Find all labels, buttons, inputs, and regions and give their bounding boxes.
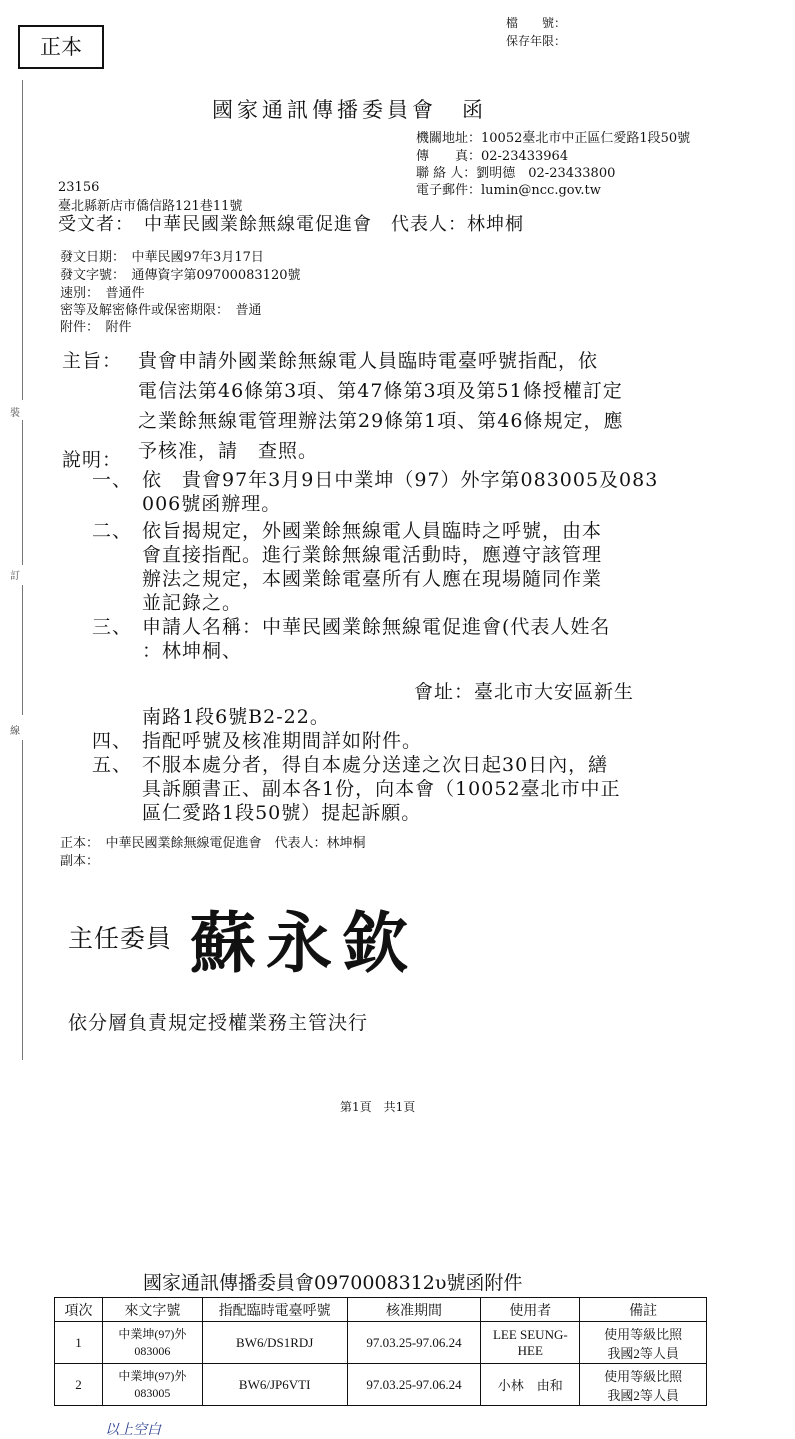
user-line: HEE [517,1342,543,1358]
attachment-note: 附件： 附件 [60,320,132,335]
reference-line: 中業坤(97)外 [118,1368,187,1383]
recipient-zip: 23156 [58,180,100,195]
document-number: 發文字號： 通傳資字第09700083120號 [60,268,301,283]
delegation-note: 依分層負責規定授權業務主管決行 [68,1012,369,1034]
attachment-table [54,1297,707,1406]
signatory-title: 主任委員 [68,924,173,953]
item-line: 指配呼號及核准期間詳如附件。 [142,730,423,752]
retention-label: 保存年限： [506,34,567,48]
column-header: 指配臨時電臺呼號 [202,1298,347,1322]
margin-mark-bind: 裝 [10,408,20,419]
item-line: 依 貴會97年3月9日中業坤（97）外字第083005及083 [142,469,659,491]
table-row [55,1322,707,1364]
note-line: 我國2等人員 [607,1345,679,1361]
binding-margin-line-top [22,80,23,400]
table-row [55,1364,707,1406]
delivery-speed: 速別： 普通件 [60,286,145,301]
item-line: 依旨揭規定，外國業餘無線電人員臨時之呼號，由本 [142,520,603,542]
user-line: 小林 由和 [497,1378,563,1393]
subject-line: 電信法第46條第3項、第47條第3項及第51條授權訂定 [138,380,623,402]
table-header-row [55,1298,707,1322]
note-cell [580,1364,707,1406]
column-header: 核准期間 [347,1298,481,1322]
binding-margin-line-bottom [22,740,23,1060]
file-number-label: 檔 號： [506,16,567,30]
agency-address: 機關地址：10052臺北市中正區仁愛路1段50號 [416,131,691,146]
note-cell [580,1322,707,1364]
page-indicator: 第1頁 共1頁 [340,1100,416,1114]
item-number: 三、 [92,616,133,638]
item-line: ：林坤桐、 [142,640,243,662]
item-line: 具訴願書正、副本各1份，向本會（10052臺北市中正 [142,778,621,800]
item-line: 006號函辦理。 [142,493,282,515]
agency-contact-person: 聯 絡 人：劉明德 02-23433800 [416,166,616,181]
item-number: 二、 [92,520,133,542]
distribution-copy: 副本： [60,854,100,869]
note-line: 使用等級比照 [604,1326,683,1342]
note-line: 使用等級比照 [604,1368,683,1384]
subject-line: 貴會申請外國業餘無線電人員臨時電臺呼號指配，依 [138,350,599,372]
reference-line: 083006 [134,1343,171,1358]
recipient-line: 受文者： 中華民國業餘無線電促進會 代表人：林坤桐 [58,214,524,235]
agency-fax: 傳 真：02-23433964 [416,149,569,164]
row-number: 1 [55,1322,103,1364]
margin-mark-line: 線 [10,726,20,737]
explanation-label: 說明： [62,449,123,471]
column-header: 來文字號 [102,1298,202,1322]
handwritten-note: 以上空白 [105,1422,161,1438]
user-cell [481,1364,580,1406]
original-copy-stamp: 正本 [18,25,104,69]
item-line: 會直接指配。進行業餘無線電活動時，應遵守該管理 [142,544,603,566]
user-cell [481,1322,580,1364]
agency-email: 電子郵件：lumin@ncc.gov.tw [416,183,601,198]
item-number: 一、 [92,469,133,491]
margin-mark-staple: 訂 [10,571,20,582]
attachment-title: 國家通訊傳播委員會0970008312υ號函附件 [143,1272,523,1294]
item-line: 並記錄之。 [142,592,243,614]
item-number: 四、 [92,730,133,752]
reference-cell [102,1322,202,1364]
item-line: 辦法之規定，本國業餘電臺所有人應在現場隨同作業 [142,568,603,590]
item-line: 申請人名稱：中華民國業餘無線電促進會(代表人姓名 [142,616,611,638]
callsign-cell: BW6/DS1RDJ [202,1322,347,1364]
period-cell: 97.03.25-97.06.24 [347,1322,481,1364]
binding-margin-line-low [22,585,23,715]
subject-line: 之業餘無線電管理辦法第29條第1項、第46條規定，應 [138,410,624,432]
reference-cell [102,1364,202,1406]
signatory-name: 蘇永欽 [190,904,418,982]
applicant-address-line: 會址：臺北市大安區新生 [414,681,635,703]
distribution-original: 正本： 中華民國業餘無線電促進會 代表人：林坤桐 [60,836,366,851]
subject-label: 主旨： [62,350,123,372]
document-title: 國家通訊傳播委員會 函 [212,98,487,122]
item-line: 不服本處分者，得自本處分送達之次日起30日內，繕 [142,754,609,776]
item-line: 區仁愛路1段50號）提起訴願。 [142,802,422,824]
secrecy-level: 密等及解密條件或保密期限： 普通 [60,303,262,318]
reference-line: 083005 [134,1385,171,1400]
issue-date: 發文日期： 中華民國97年3月17日 [60,250,264,265]
user-line: LEE SEUNG- [492,1326,568,1342]
column-header: 項次 [55,1298,103,1322]
note-line: 我國2等人員 [607,1387,679,1403]
applicant-address-line: 南路1段6號B2-22。 [142,706,330,728]
callsign-cell: BW6/JP6VTI [202,1364,347,1406]
recipient-address: 臺北縣新店市僑信路121巷11號 [58,199,243,214]
item-number: 五、 [92,754,133,776]
reference-line: 中業坤(97)外 [118,1326,187,1341]
binding-margin-line-mid [22,420,23,565]
row-number: 2 [55,1364,103,1406]
column-header: 使用者 [481,1298,580,1322]
subject-line: 予核准，請 查照。 [138,440,319,462]
period-cell: 97.03.25-97.06.24 [347,1364,481,1406]
column-header: 備註 [580,1298,707,1322]
